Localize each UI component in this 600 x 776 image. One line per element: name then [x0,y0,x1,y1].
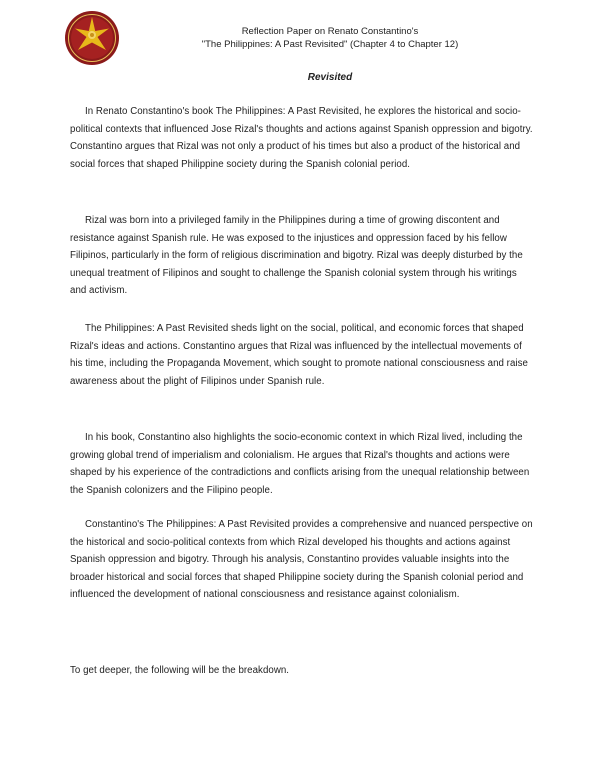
paragraph-3: The Philippines: A Past Revisited sheds light on the social, political, and economic forces that shaped Rizal's ideas and actions. Constantino argues that Rizal was influenced by the intellectual movements of his time, including the Propaganda Movement, which sought to promote national consciousness and raise awareness about the plight of Filipinos under Spanish rule. [70,323,528,387]
paragraph-5: Constantino's The Philippines: A Past Revisited provides a comprehensive and nuanced perspective on the historical and socio-political contexts from which Rizal developed his thoughts and actions against Spanish oppression and bigotry. Through his analysis, Constantino provides valuable insights into the broader historical and social forces that shaped Philippine society during the Spanish colonial period and influenced the development of national consciousness and resistance against colonialism. [70,519,533,601]
paragraph-2: Rizal was born into a privileged family in the Philippines during a time of growing discontent and resistance against Spanish rule. He was exposed to the injustices and oppression faced by his fellow Filipinos, particularly in the form of religious discrimination and bigotry. Rizal was deeply disturbed by the unequal treatment of Filipinos and sought to challenge the Spanish colonial system through his writings and activism. [70,215,523,297]
header-line-2: "The Philippines: A Past Revisited" (Chapter 4 to Chapter 12) [201,39,459,50]
header-line-1: Reflection Paper on Renato Constantino's [241,26,419,37]
paragraph-4: In his book, Constantino also highlights the socio-economic context in which Rizal lived, including the growing global trend of imperialism and colonialism. He argues that Rizal's thoughts and actions were shaped by his experience of the contradictions and conflicts arising from the unequal relationship between the Spanish colonizers and the Filipino people. [70,432,530,496]
university-seal-icon [64,10,120,66]
paragraph-6: To get deeper, the following will be the breakdown. [70,665,290,676]
document-title: Revisited [307,72,353,83]
paragraph-1: In Renato Constantino's book The Philippines: A Past Revisited, he explores the historical and socio-political contexts that influenced Jose Rizal's thoughts and actions against Spanish oppression and bigotry. Constantino argues that Rizal was not only a product of his times but also a product of the historical and social forces that shaped Philippine society during the Spanish colonial period. [70,106,533,170]
